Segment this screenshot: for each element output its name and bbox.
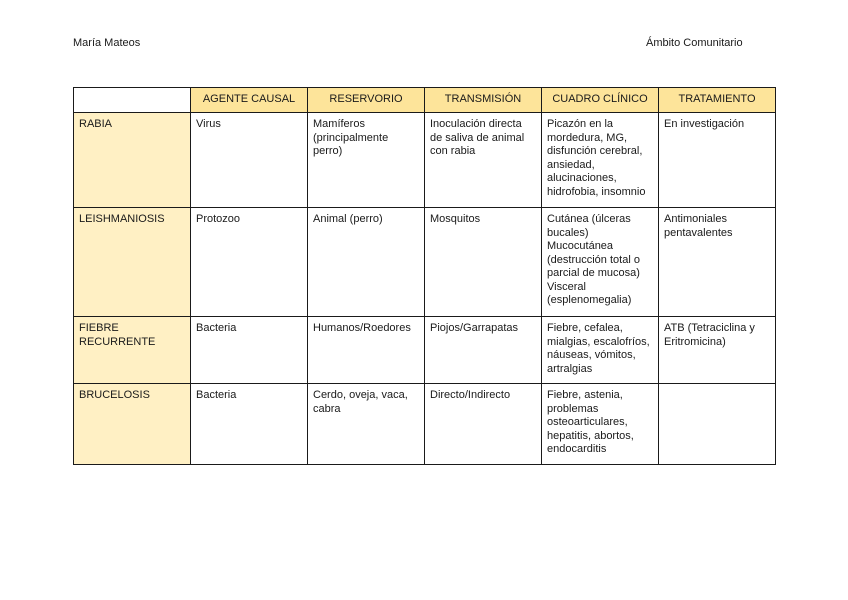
clinical-cell: Fiebre, cefalea, mialgias, escalofríos, náuseas, vómitos, artralgias <box>542 317 659 384</box>
disease-name: FIEBRE RECURRENTE <box>74 317 191 384</box>
table-row <box>74 113 776 208</box>
transmission-cell: Piojos/Garrapatas <box>425 317 542 384</box>
table-body <box>74 113 776 465</box>
header-clinical: CUADRO CLÍNICO <box>542 88 659 113</box>
treatment-cell: Antimoniales pentavalentes <box>659 208 776 317</box>
disease-table <box>73 87 776 465</box>
clinical-cell: Cutánea (úlceras bucales) Mucocutánea (destrucción total o parcial de mucosa) Visceral (esplenomegalia) <box>542 208 659 317</box>
header-transmission: TRANSMISIÓN <box>425 88 542 113</box>
reservoir-cell: Animal (perro) <box>308 208 425 317</box>
table-row <box>74 317 776 384</box>
reservoir-cell: Humanos/Roedores <box>308 317 425 384</box>
treatment-cell: En investigación <box>659 113 776 208</box>
treatment-cell: ATB (Tetraciclina y Eritromicina) <box>659 317 776 384</box>
table-row <box>74 384 776 465</box>
header-treatment: TRATAMIENTO <box>659 88 776 113</box>
agent-cell: Bacteria <box>191 317 308 384</box>
author-name: María Mateos <box>73 37 141 49</box>
disease-name: LEISHMANIOSIS <box>74 208 191 317</box>
table-header <box>74 88 776 113</box>
treatment-cell <box>659 384 776 465</box>
disease-name: RABIA <box>74 113 191 208</box>
reservoir-cell: Cerdo, oveja, vaca, cabra <box>308 384 425 465</box>
transmission-cell: Inoculación directa de saliva de animal con rabia <box>425 113 542 208</box>
header-corner-cell <box>74 88 191 113</box>
agent-cell: Bacteria <box>191 384 308 465</box>
header-reservoir: RESERVORIO <box>308 88 425 113</box>
agent-cell: Virus <box>191 113 308 208</box>
clinical-cell: Picazón en la mordedura, MG, disfunción cerebral, ansiedad, alucinaciones, hidrofobia, insomnio <box>542 113 659 208</box>
document-subject: Ámbito Comunitario <box>646 37 743 49</box>
agent-cell: Protozoo <box>191 208 308 317</box>
header-agent: AGENTE CAUSAL <box>191 88 308 113</box>
disease-name: BRUCELOSIS <box>74 384 191 465</box>
transmission-cell: Directo/Indirecto <box>425 384 542 465</box>
clinical-cell: Fiebre, astenia, problemas osteoarticulares, hepatitis, abortos, endocarditis <box>542 384 659 465</box>
transmission-cell: Mosquitos <box>425 208 542 317</box>
header-row <box>74 88 776 113</box>
table-row <box>74 208 776 317</box>
reservoir-cell: Mamíferos (principalmente perro) <box>308 113 425 208</box>
